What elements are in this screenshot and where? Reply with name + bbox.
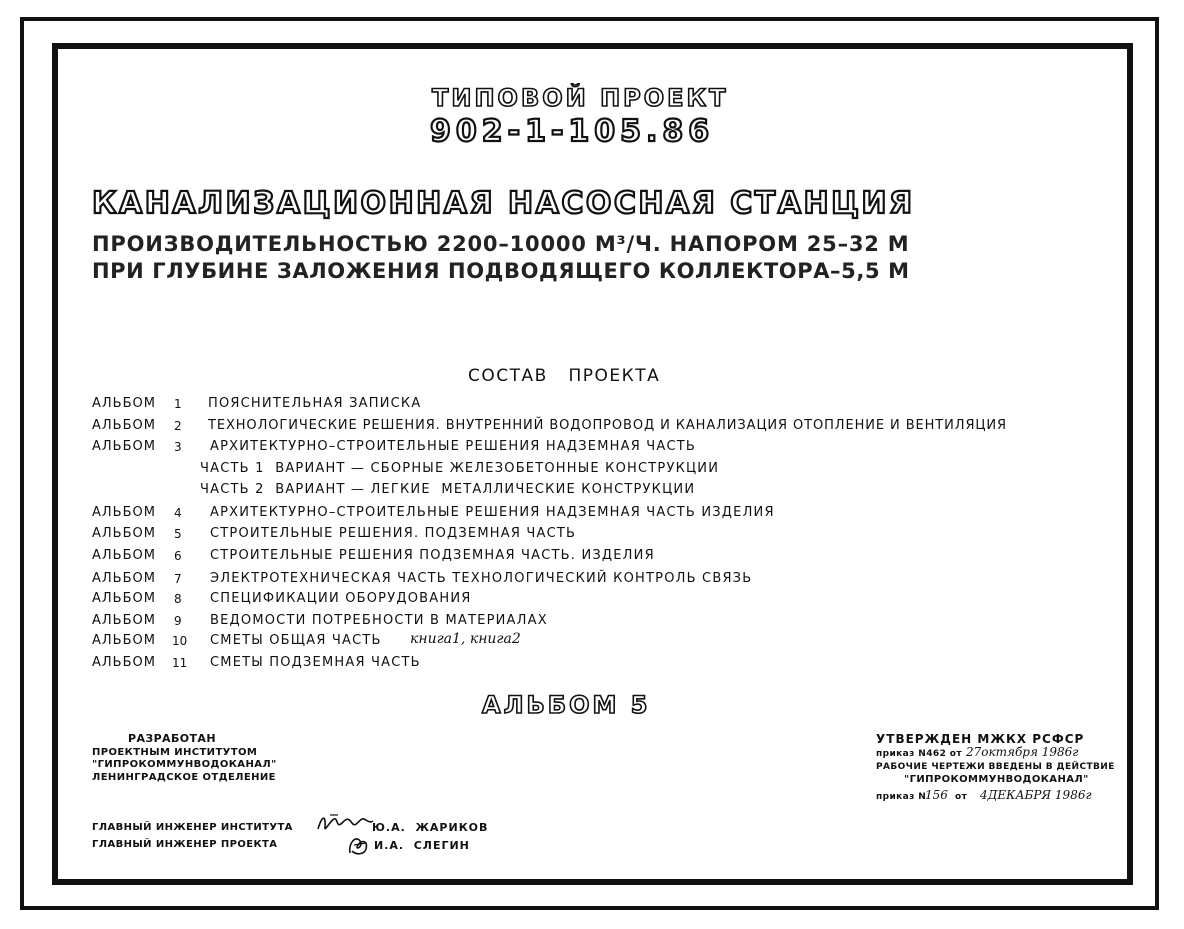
album-6-text: СТРОИТЕЛЬНЫЕ РЕШЕНИЯ ПОДЗЕМНАЯ ЧАСТЬ. ИЗДЕЛИЯ bbox=[210, 548, 655, 563]
album-1-label: АЛЬБОМ bbox=[92, 396, 156, 411]
composition-heading: СОСТАВ ПРОЕКТА bbox=[468, 366, 661, 386]
album-3-part-1: ЧАСТЬ 1 ВАРИАНТ — СБОРНЫЕ ЖЕЛЕЗОБЕТОННЫЕ КОНСТРУКЦИИ bbox=[200, 461, 720, 476]
album-7-num: 7 bbox=[174, 572, 182, 586]
album-5-num: 5 bbox=[174, 527, 182, 541]
approval-order1-date: 27октября 1986г bbox=[966, 745, 1079, 759]
approval-line2: РАБОЧИЕ ЧЕРТЕЖИ ВВЕДЕНЫ В ДЕЙСТВИЕ bbox=[876, 762, 1115, 772]
developer-line3: ЛЕНИНГРАДСКОЕ ОТДЕЛЕНИЕ bbox=[92, 772, 276, 783]
album-9-text: ВЕДОМОСТИ ПОТРЕБНОСТИ В МАТЕРИАЛАХ bbox=[210, 613, 548, 628]
album-3-num: 3 bbox=[174, 440, 182, 454]
signature-name-1: Ю.А. ЖАРИКОВ bbox=[372, 821, 489, 834]
album-3-label: АЛЬБОМ bbox=[92, 439, 156, 454]
album-label: АЛЬБОМ 5 bbox=[482, 691, 651, 719]
approval-order2-mid: от bbox=[955, 792, 968, 802]
album-8-label: АЛЬБОМ bbox=[92, 591, 156, 606]
album-7-text: ЭЛЕКТРОТЕХНИЧЕСКАЯ ЧАСТЬ ТЕХНОЛОГИЧЕСКИЙ КОНТРОЛЬ СВЯЗЬ bbox=[210, 571, 753, 586]
album-4-num: 4 bbox=[174, 506, 182, 520]
developer-line1: ПРОЕКТНЫМ ИНСТИТУТОМ bbox=[92, 747, 258, 758]
album-8-num: 8 bbox=[174, 592, 182, 606]
album-6-label: АЛЬБОМ bbox=[92, 548, 156, 563]
title-line3: ПРИ ГЛУБИНЕ ЗАЛОЖЕНИЯ ПОДВОДЯЩЕГО КОЛЛЕКТОРА–5,5 М bbox=[92, 259, 910, 283]
album-5-label: АЛЬБОМ bbox=[92, 526, 156, 541]
title-main: КАНАЛИЗАЦИОННАЯ НАСОСНАЯ СТАНЦИЯ bbox=[92, 186, 915, 221]
album-6-num: 6 bbox=[174, 549, 182, 563]
album-3-text: АРХИТЕКТУРНО–СТРОИТЕЛЬНЫЕ РЕШЕНИЯ НАДЗЕМНАЯ ЧАСТЬ bbox=[210, 439, 697, 454]
album-4-text: АРХИТЕКТУРНО–СТРОИТЕЛЬНЫЕ РЕШЕНИЯ НАДЗЕМНАЯ ЧАСТЬ ИЗДЕЛИЯ bbox=[210, 505, 775, 520]
approval-order2-prefix: приказ N bbox=[876, 792, 927, 802]
signature-role-2: ГЛАВНЫЙ ИНЖЕНЕР ПРОЕКТА bbox=[92, 839, 278, 850]
album-11-text: СМЕТЫ ПОДЗЕМНАЯ ЧАСТЬ bbox=[210, 655, 421, 670]
album-4-label: АЛЬБОМ bbox=[92, 505, 156, 520]
album-2-label: АЛЬБОМ bbox=[92, 418, 156, 433]
album-2-text: ТЕХНОЛОГИЧЕСКИЕ РЕШЕНИЯ. ВНУТРЕННИЙ ВОДОПРОВОД И КАНАЛИЗАЦИЯ ОТОПЛЕНИЕ И ВЕНТИЛЯЦИЯ bbox=[208, 418, 1007, 433]
album-11-label: АЛЬБОМ bbox=[92, 655, 156, 670]
album-9-num: 9 bbox=[174, 614, 182, 628]
album-9-label: АЛЬБОМ bbox=[92, 613, 156, 628]
developer-line2: "ГИПРОКОММУНВОДОКАНАЛ" bbox=[92, 759, 277, 770]
album-2-num: 2 bbox=[174, 419, 182, 433]
approval-order1-prefix: приказ N462 от bbox=[876, 749, 962, 759]
signature-1-scribble bbox=[316, 811, 374, 835]
album-7-label: АЛЬБОМ bbox=[92, 571, 156, 586]
project-type: ТИПОВОЙ ПРОЕКТ bbox=[432, 84, 729, 112]
album-11-num: 11 bbox=[172, 656, 188, 670]
album-5-text: СТРОИТЕЛЬНЫЕ РЕШЕНИЯ. ПОДЗЕМНАЯ ЧАСТЬ bbox=[210, 526, 577, 541]
title-line2: ПРОИЗВОДИТЕЛЬНОСТЬЮ 2200–10000 М³/Ч. НАПОРОМ 25–32 М bbox=[92, 232, 910, 256]
approval-line3: "ГИПРОКОММУНВОДОКАНАЛ" bbox=[904, 774, 1089, 785]
project-number: 902-1-105.86 bbox=[430, 114, 715, 149]
album-10-label: АЛЬБОМ bbox=[92, 633, 156, 648]
album-10-handwritten: книга1, книга2 bbox=[410, 631, 521, 647]
signature-role-1: ГЛАВНЫЙ ИНЖЕНЕР ИНСТИТУТА bbox=[92, 822, 293, 833]
developer-title: РАЗРАБОТАН bbox=[128, 732, 216, 745]
approval-order2-num: 156 bbox=[925, 788, 948, 802]
album-10-num: 10 bbox=[172, 634, 188, 648]
album-10-text: СМЕТЫ ОБЩАЯ ЧАСТЬ bbox=[210, 633, 382, 648]
signature-name-2: И.А. СЛЕГИН bbox=[374, 839, 470, 852]
album-3-part-2: ЧАСТЬ 2 ВАРИАНТ — ЛЕГКИЕ МЕТАЛЛИЧЕСКИЕ КОНСТРУКЦИИ bbox=[200, 482, 696, 497]
album-8-text: СПЕЦИФИКАЦИИ ОБОРУДОВАНИЯ bbox=[210, 591, 472, 606]
album-1-num: 1 bbox=[174, 397, 182, 411]
album-1-text: ПОЯСНИТЕЛЬНАЯ ЗАПИСКА bbox=[208, 396, 422, 411]
approval-order2-date: 4ДЕКАБРЯ 1986г bbox=[980, 788, 1092, 802]
approval-title: УТВЕРЖДЕН МЖКХ РСФСР bbox=[876, 732, 1085, 746]
signature-2-scribble bbox=[346, 833, 372, 857]
